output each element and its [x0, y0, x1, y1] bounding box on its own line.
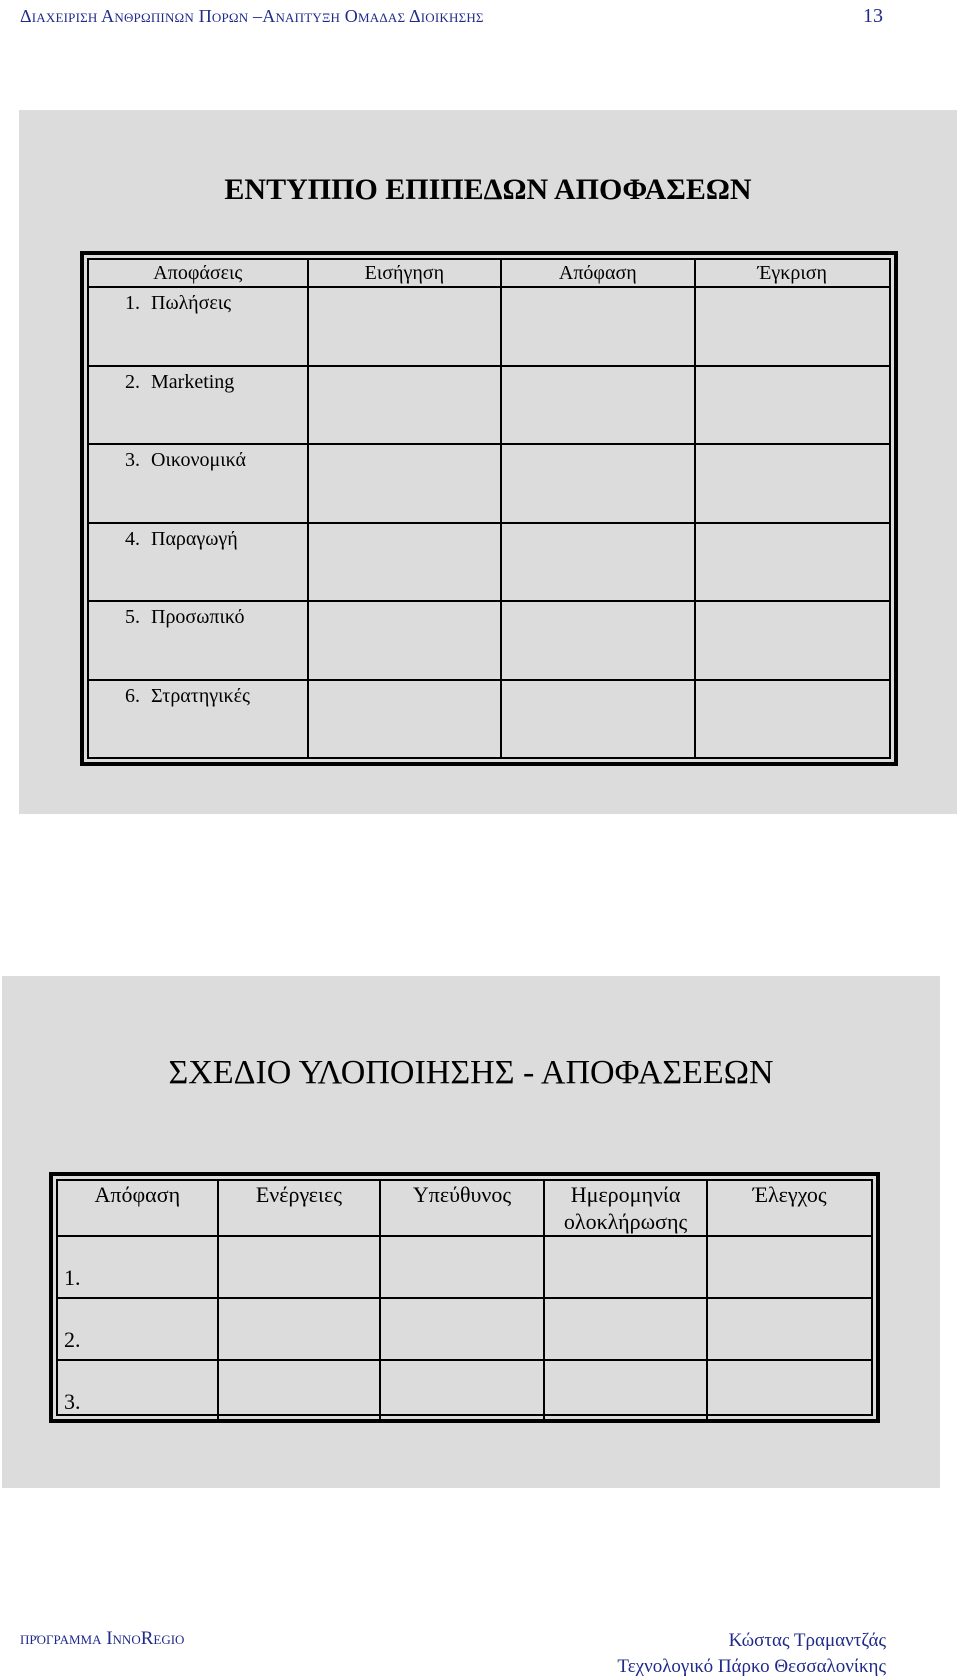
table-cell	[707, 1360, 871, 1421]
table-cell	[308, 523, 501, 602]
table-cell	[544, 1298, 708, 1360]
table-cell	[501, 601, 694, 680]
table-cell	[544, 1236, 708, 1298]
document-header-title: Διαχειριση Ανθρωπινων Πορων –Αναπτυξη Ομαδας Διοικησης	[20, 6, 484, 26]
table-cell	[695, 680, 890, 758]
table-cell	[695, 523, 890, 602]
slide-title: ΕΝΤΥΠΠΟ ΕΠΙΠΕΔΩΝ ΑΠΟΦΑΣΕΩΝ	[224, 173, 752, 206]
table-cell	[695, 366, 890, 445]
table-cell	[501, 444, 694, 523]
column-header: Έγκριση	[695, 260, 890, 287]
table-cell	[501, 680, 694, 758]
column-header: Έλεγχος	[707, 1181, 871, 1236]
footer-program: πρόγραμμα InnoRegio	[20, 1628, 185, 1649]
row-label: 4. Παραγωγή	[89, 523, 308, 602]
slide-title: ΣΧΕΔΙΟ ΥΛΟΠΟΙΗΣΗΣ - ΑΠΟΦΑΣΕΕΩΝ	[168, 1054, 774, 1091]
column-header: Ημερομηνία ολοκλήρωσης	[544, 1181, 708, 1236]
table-cell	[695, 601, 890, 680]
page-number: 13	[863, 5, 883, 27]
table-row	[89, 680, 889, 758]
footer-author: Κώστας Τραμαντζάς	[728, 1630, 886, 1651]
slide-implementation-plan	[2, 976, 940, 1488]
implementation-plan-table	[58, 1181, 871, 1421]
row-label: 3. Οικονομικά	[89, 444, 308, 523]
table-cell	[218, 1236, 381, 1298]
footer-credits	[617, 1628, 886, 1680]
row-label: 1. Πωλήσεις	[89, 287, 308, 366]
table-cell	[544, 1360, 708, 1421]
table-row	[89, 444, 889, 523]
table-cell	[695, 444, 890, 523]
table-row	[58, 1236, 871, 1298]
row-label: 5. Προσωπικό	[89, 601, 308, 680]
table-cell	[308, 680, 501, 758]
table-cell	[501, 523, 694, 602]
table-row	[89, 523, 889, 602]
row-label: 6. Στρατηγικές	[89, 680, 308, 758]
table-cell	[380, 1298, 544, 1360]
column-header: Αποφάσεις	[89, 260, 308, 287]
column-header: Απόφαση	[501, 260, 694, 287]
column-header: Εισήγηση	[308, 260, 501, 287]
table-row	[89, 366, 889, 445]
table-row	[58, 1360, 871, 1421]
row-number: 1.	[58, 1236, 218, 1298]
slide-decision-levels	[19, 110, 957, 814]
column-header: Υπεύθυνος	[380, 1181, 544, 1236]
table-cell	[380, 1360, 544, 1421]
row-number: 3.	[58, 1360, 218, 1421]
table-row	[89, 601, 889, 680]
table-cell	[707, 1236, 871, 1298]
row-label: 2. Marketing	[89, 366, 308, 445]
table-cell	[380, 1236, 544, 1298]
table-cell	[308, 366, 501, 445]
decision-levels-table-frame	[80, 251, 898, 766]
table-cell	[308, 444, 501, 523]
table-row	[58, 1298, 871, 1360]
column-header: Απόφαση	[58, 1181, 218, 1236]
table-cell	[695, 287, 890, 366]
column-header: Ενέργειες	[218, 1181, 381, 1236]
table-cell	[218, 1360, 381, 1421]
table-cell	[501, 366, 694, 445]
row-number: 2.	[58, 1298, 218, 1360]
table-cell	[218, 1298, 381, 1360]
table-row	[89, 287, 889, 366]
table-cell	[308, 601, 501, 680]
table-cell	[308, 287, 501, 366]
decision-levels-table	[89, 260, 889, 757]
footer-organization: Τεχνολογικό Πάρκο Θεσσαλονίκης	[617, 1656, 886, 1677]
table-cell	[707, 1298, 871, 1360]
table-cell	[501, 287, 694, 366]
implementation-plan-table-frame	[49, 1172, 880, 1423]
